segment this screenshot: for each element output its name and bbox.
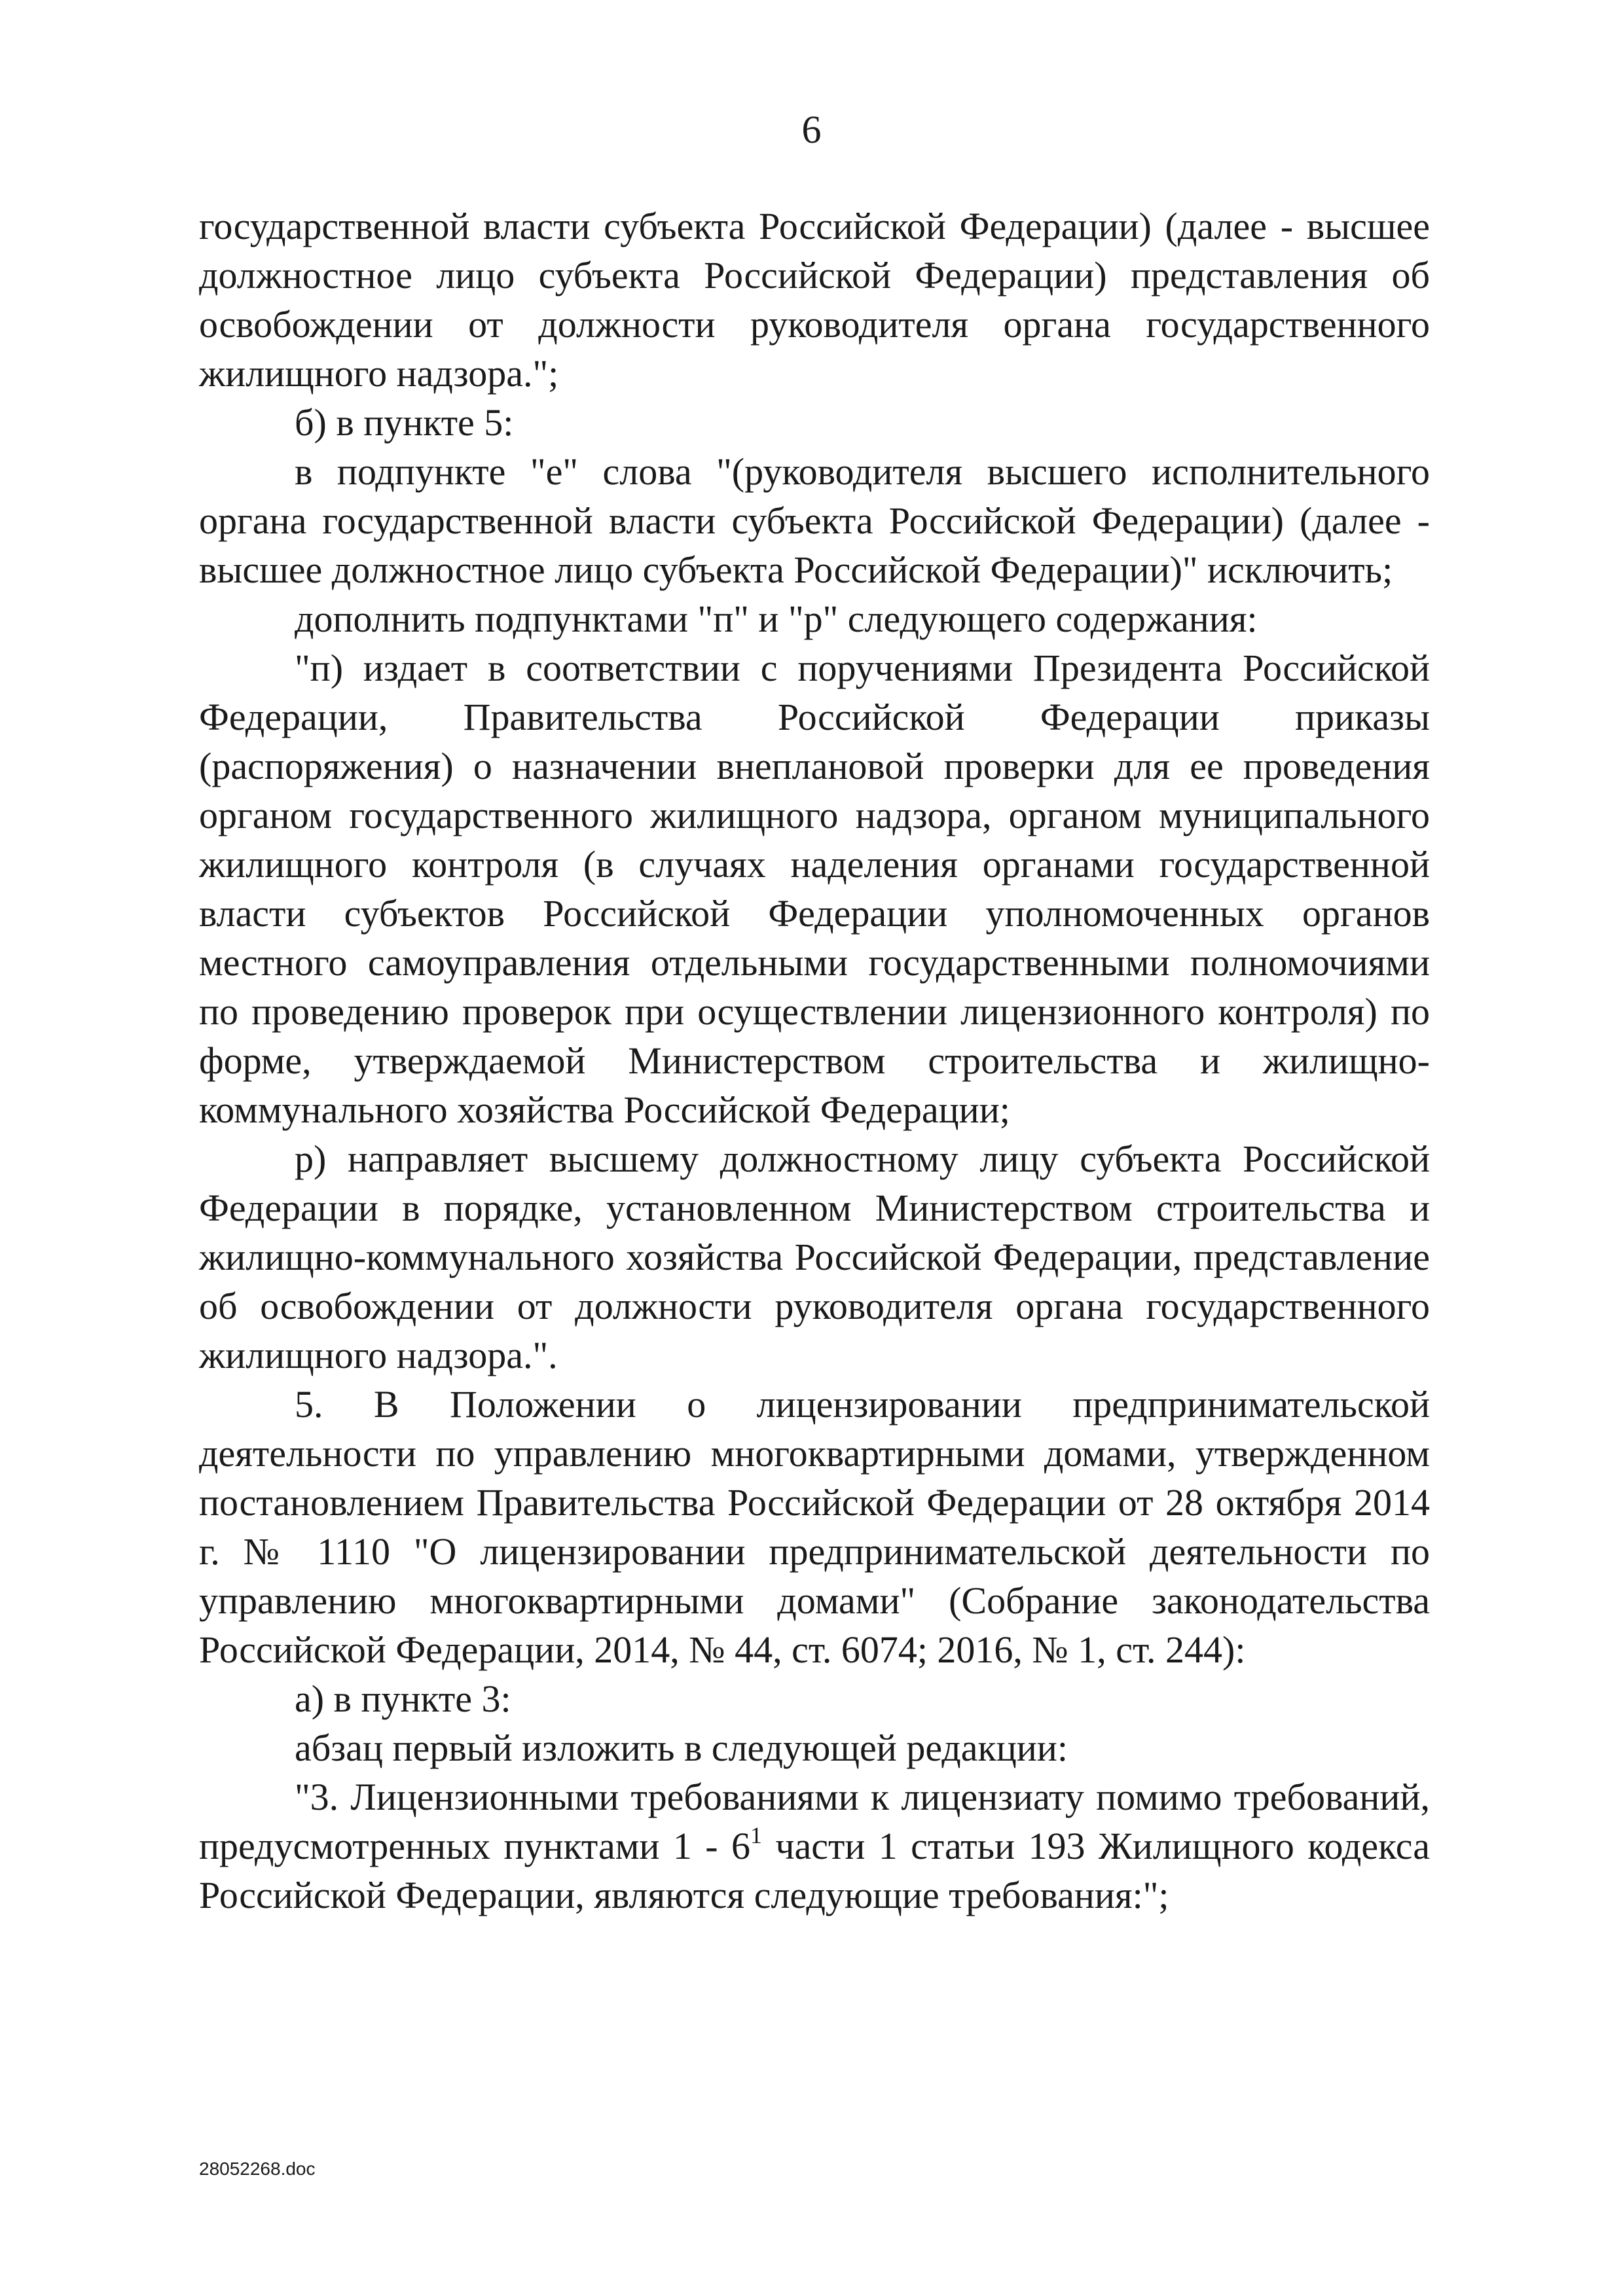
superscript-index: 1 bbox=[750, 1822, 762, 1848]
paragraph-supplement: дополнить подпунктами "п" и "р" следующего содержания: bbox=[295, 598, 1258, 640]
paragraph-subitem-b: б) в пункте 5: bbox=[295, 401, 514, 444]
paragraph-subitem-p: "п) издает в соответствии с поручениями Президента Российской Федерации, Правительства Российской Федерации приказы (распоряжения) о назначении внеплановой проверки для ее проведения органом государственного жилищного надзора, органом муниципального жилищного контроля (в случаях наделения органами государственной власти субъектов Российской Федерации уполномоченных органов местного самоуправления отдельными государственными полномочиями по проведению проверок при осуществлении лицензионного контроля) по форме, утверждаемой Министерством строительства и жилищно-коммунального хозяйства Российской Федерации; bbox=[199, 647, 1430, 1131]
footer-file-name: 28052268.doc bbox=[199, 2159, 316, 2179]
requirements-text-end: части 1 статьи 193 Жилищного кодекса Российской Федерации, являются следующие требования:"; bbox=[199, 1825, 1431, 1916]
paragraph-requirements bbox=[199, 1772, 1430, 1920]
paragraph-item-5: 5. В Положении о лицензировании предпринимательской деятельности по управлению многоквартирными домами, утвержденном постановлением Правительства Российской Федерации от 28 октября 2014 г. № 1110 "О лицензировании предпринимательской деятельности по управлению многоквартирными домами" (Собрание законодательства Российской Федерации, 2014, № 44, ст. 6074; 2016, № 1, ст. 244): bbox=[199, 1383, 1430, 1671]
requirements-text-start: "3. Лицензионными требованиями к лицензиату помимо требований, предусмотренных пунктами 1 - 6 bbox=[199, 1776, 1430, 1867]
paragraph-first-abzac: абзац первый изложить в следующей редакции: bbox=[295, 1727, 1068, 1769]
document-body bbox=[199, 202, 1430, 1920]
paragraph-continuation: государственной власти субъекта Российской Федерации) (далее - высшее должностное лицо субъекта Российской Федерации) представления об освобождении от должности руководителя органа государственного жилищного надзора."; bbox=[199, 205, 1430, 395]
page-number: 6 bbox=[801, 108, 822, 151]
paragraph-subitem-a: а) в пункте 3: bbox=[295, 1677, 511, 1720]
paragraph-subitem-r: р) направляет высшему должностному лицу субъекта Российской Федерации в порядке, установленном Министерством строительства и жилищно-коммунального хозяйства Российской Федерации, представление об освобождении от должности руководителя органа государственного жилищного надзора.". bbox=[199, 1138, 1430, 1376]
paragraph-exclusion: в подпункте "е" слова "(руководителя высшего исполнительного органа государственной власти субъекта Российской Федерации) (далее - высшее должностное лицо субъекта Российской Федерации)" исключить; bbox=[199, 450, 1430, 591]
